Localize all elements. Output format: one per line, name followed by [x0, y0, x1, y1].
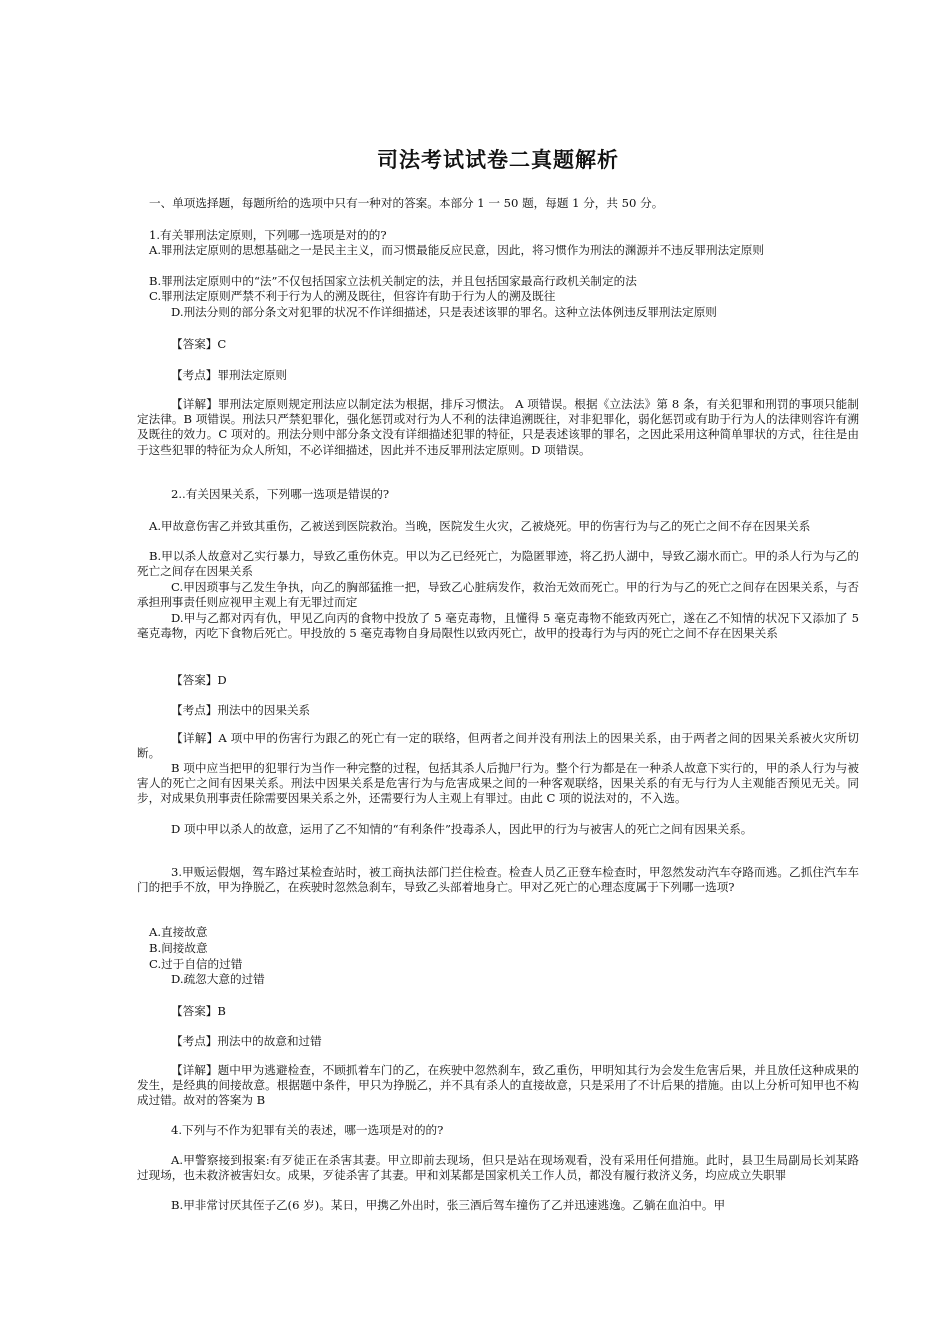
- q1-detail: 【详解】罪刑法定原则规定刑法应以制定法为根据，排斥习惯法。 A 项错误。根据《立法法》第 8 条，有关犯罪和刑罚的事项只能制定法律。B 项错误。刑法只严禁犯罪化，强化惩罚或对行为人不利的法律追溯既往，对非犯罪化，弱化惩罚或有助于行为人的法律则容许有溯及既往的效力。C 项对的。刑法分则中部分条文没有详细描述犯罪的特征，只是表述该罪的罪名，之因此采用这种简单罪状的方式，往往是由于这些犯罪的特征为众人所知，不必详细描述，因此并不违反罪刑法定原则。D 项错误。: [137, 397, 859, 457]
- q4-option-b: B.甲非常讨厌其侄子乙(6 岁)。某日，甲携乙外出时，张三酒后驾车撞伤了乙并迅速逃逸。乙躺在血泊中。甲: [171, 1198, 726, 1212]
- q2-option-c: C.甲因琐事与乙发生争执，向乙的胸部猛推一把，导致乙心脏病发作，救治无效而死亡。甲的行为与乙的死亡之间存在因果关系，与否承担刑事责任则应视甲主观上有无罪过而定: [137, 580, 859, 610]
- q4-question: 4.下列与不作为犯罪有关的表述，哪一选项是对的的?: [171, 1123, 444, 1137]
- q1-topic: 【考点】罪刑法定原则: [171, 368, 287, 382]
- q2-topic: 【考点】刑法中的因果关系: [171, 703, 311, 717]
- q1-question: 1.有关罪刑法定原则，下列哪一选项是对的的?: [149, 228, 387, 242]
- q2-option-b: B.甲以杀人故意对乙实行暴力，导致乙重伤休克。甲以为乙已经死亡，为隐匿罪迹，将乙扔人湖中，导致乙溺水而亡。甲的杀人行为与乙的死亡之间存在因果关系: [137, 549, 859, 579]
- q2-detail-3: D 项中甲以杀人的故意，运用了乙不知情的“有利条件”投毒杀人，因此甲的行为与被害人的死亡之间有因果关系。: [171, 822, 753, 836]
- section-intro: 一、单项选择题，每题所给的选项中只有一种对的答案。本部分 1 一 50 题，每题 1 分，共 50 分。: [149, 196, 664, 210]
- q1-option-d: D.刑法分则的部分条文对犯罪的状况不作详细描述，只是表述该罪的罪名。这种立法体例违反罪刑法定原则: [171, 305, 717, 319]
- q3-answer: 【答案】B: [171, 1004, 226, 1018]
- q3-option-b: B.间接故意: [149, 941, 208, 955]
- q2-detail-2: B 项中应当把甲的犯罪行为当作一种完整的过程，包括其杀人后抛尸行为。整个行为都是在一种杀人故意下实行的，甲的杀人行为与被害人的死亡之间有因果关系。刑法中因果关系是危害行为与危害成果之间的一种客观联络，因果关系的有无与行为人主观能否预见无关。同步，对成果负刑事责任除需要因果关系之外，还需要行为人主观上有罪过。由此 C 项的说法对的，不入选。: [137, 761, 859, 806]
- q4-option-a: A.甲警察接到报案:有歹徒正在杀害其妻。甲立即前去现场，但只是站在现场观看，没有采用任何措施。此时，县卫生局副局长刘某路过现场，也未救济被害妇女。成果，歹徒杀害了其妻。甲和刘某都是国家机关工作人员，都没有履行救济义务，均应成立失职罪: [137, 1153, 859, 1183]
- q2-option-d: D.甲与乙都对丙有仇，甲见乙向丙的食物中投放了 5 毫克毒物，且懂得 5 毫克毒物不能致丙死亡，遂在乙不知情的状况下又添加了 5 毫克毒物，丙吃下食物后死亡。甲投放的 5 毫克毒物自身局限性以致丙死亡，故甲的投毒行为与丙的死亡之间不存在因果关系: [137, 611, 859, 641]
- document-title: 司法考试试卷二真题解析: [377, 148, 619, 172]
- q3-topic: 【考点】刑法中的故意和过错: [171, 1034, 322, 1048]
- q3-option-a: A.直接故意: [149, 925, 208, 939]
- q1-answer: 【答案】C: [171, 337, 227, 351]
- q3-option-d: D.疏忽大意的过错: [171, 972, 265, 986]
- q2-option-a: A.甲故意伤害乙并致其重伤，乙被送到医院救治。当晚，医院发生火灾，乙被烧死。甲的伤害行为与乙的死亡之间不存在因果关系: [149, 519, 811, 533]
- q2-answer: 【答案】D: [171, 673, 227, 687]
- q1-option-a: A.罪刑法定原则的思想基础之一是民主主义，而习惯最能反应民意，因此，将习惯作为刑法的渊源并不违反罪刑法定原则: [149, 243, 764, 257]
- q3-question: 3.甲贩运假烟，驾车路过某检查站时，被工商执法部门拦住检查。检查人员乙正登车检查时，甲忽然发动汽车夺路而逃。乙抓住汽车车门的把手不放，甲为挣脱乙，在疾驶时忽然急刹车，导致乙头部着地身亡。甲对乙死亡的心理态度属于下列哪一选项?: [137, 865, 859, 895]
- q3-detail: 【详解】题中甲为逃避检查，不顾抓着车门的乙，在疾驶中忽然刹车，致乙重伤，甲明知其行为会发生危害后果，并且放任这种成果的发生，是经典的间接故意。根据题中条件，甲只为挣脱乙，并不具有杀人的直接故意，只是采用了不计后果的措施。由以上分析可知甲也不构成过错。故对的答案为 B: [137, 1063, 859, 1108]
- q2-question: 2..有关因果关系，下列哪一选项是错误的?: [171, 487, 390, 501]
- q3-option-c: C.过于自信的过错: [149, 957, 243, 971]
- q1-option-b: B.罪刑法定原则中的“法”不仅包括国家立法机关制定的法，并且包括国家最高行政机关制定的法: [149, 274, 637, 288]
- q1-option-c: C.罪刑法定原则严禁不利于行为人的溯及既往，但容许有助于行为人的溯及既往: [149, 289, 556, 303]
- q2-detail-1: 【详解】A 项中甲的伤害行为跟乙的死亡有一定的联络，但两者之间并没有刑法上的因果关系，由于两者之间的因果关系被火灾所切断。: [137, 731, 859, 761]
